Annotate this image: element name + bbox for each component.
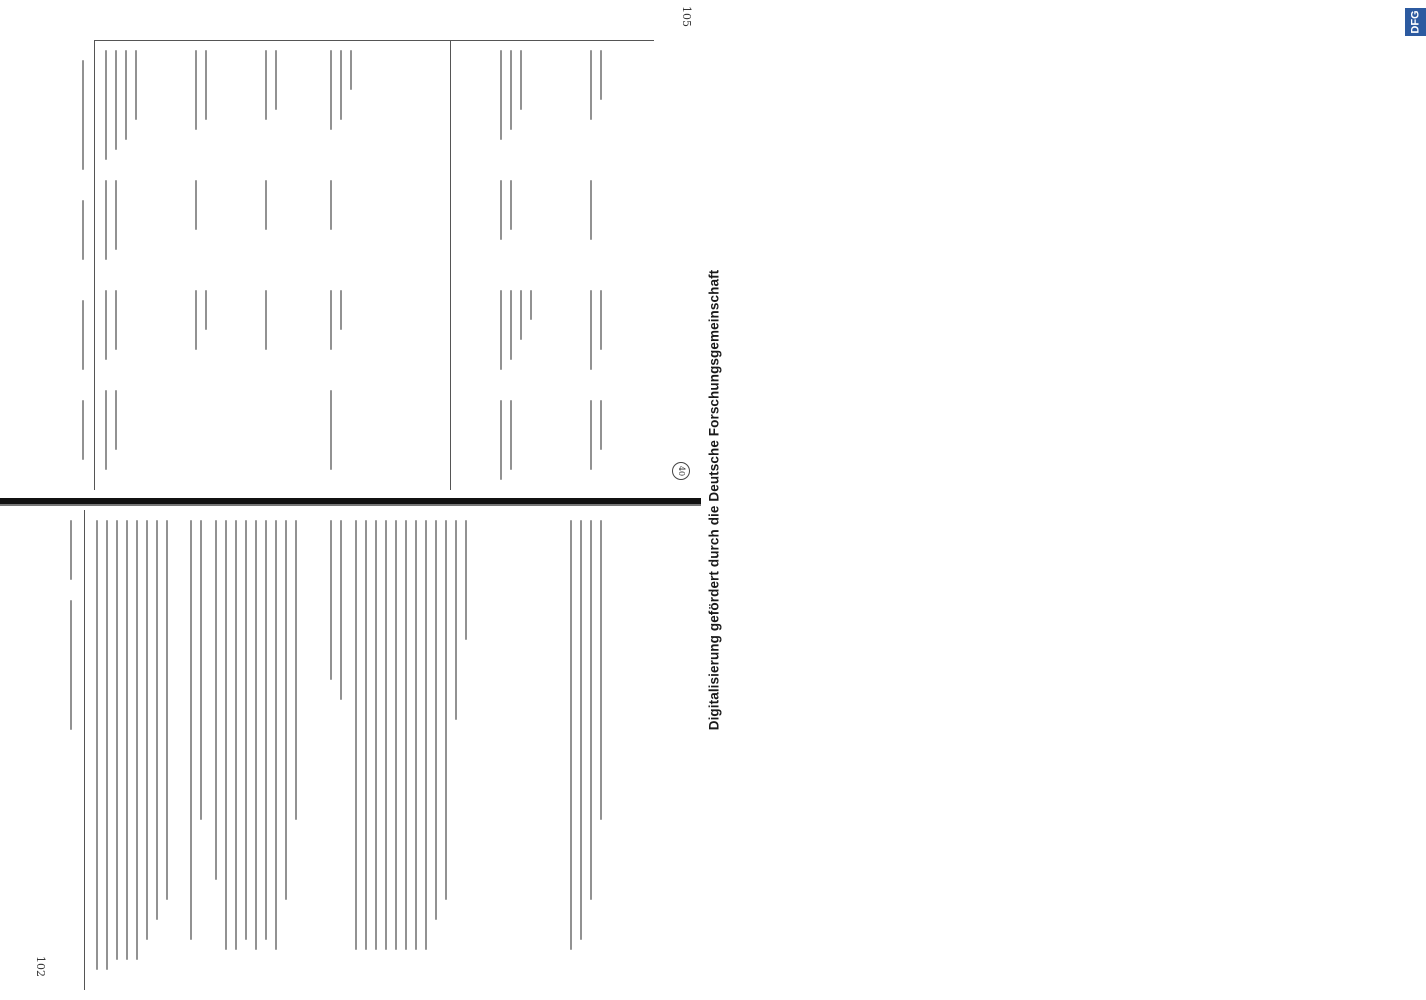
dfg-logo: DFG [1405,8,1426,36]
table-rule [94,40,654,41]
table-rule [84,510,85,990]
table-rule [450,40,451,490]
table-rule [94,40,95,490]
page-number-top: 105 [680,6,693,27]
dfg-funding-note: Digitalisierung gefördert durch die Deutsche Forschungsgemeinschaft [706,269,722,731]
footer-badge: 40 [672,462,690,480]
page-number-bottom: 102 [34,956,47,977]
bottom-page [0,500,701,1000]
top-page [0,0,701,500]
